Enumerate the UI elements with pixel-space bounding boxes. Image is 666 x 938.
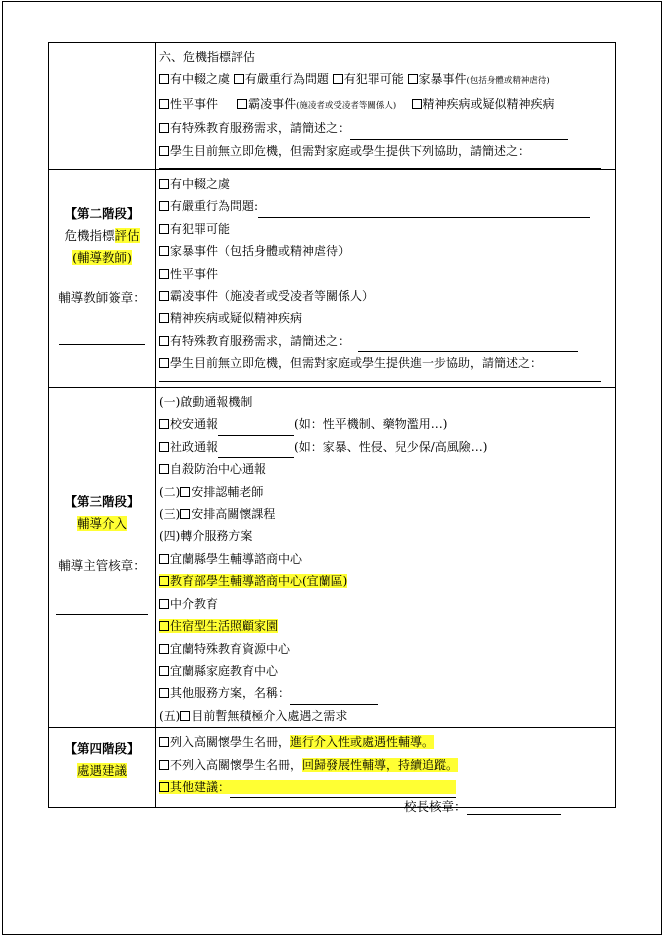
label-developmental-counseling: 回歸發展性輔導，持續追蹤。 — [302, 757, 459, 772]
label-sub3-number: (三) — [159, 507, 181, 522]
checkbox-s2-no-crisis[interactable] — [159, 358, 169, 368]
other-service-name-field[interactable] — [290, 690, 378, 705]
stage2-role — [49, 248, 155, 266]
stage2-item — [159, 307, 615, 329]
stage2-title: 【第二階段】 — [64, 206, 140, 222]
checkbox-special-ed-center[interactable] — [159, 644, 169, 654]
stage4-item — [159, 731, 615, 753]
note-bullying: (施凌者或受凌者等關係人) — [296, 100, 397, 111]
stage2-item — [159, 173, 615, 195]
label-intervention-counseling: 進行介入性或處遇性輔導。 — [290, 735, 435, 750]
checkbox-other-suggestion[interactable] — [159, 782, 169, 792]
checkbox-s2-behavior[interactable] — [159, 201, 169, 211]
label-no-intervention: 目前暫無積極介入處遇之需求 — [191, 708, 348, 723]
stage2-row — [49, 170, 616, 388]
checkbox-campus-report[interactable] — [159, 419, 169, 429]
section6-title: 六、危機指標評估 — [159, 50, 256, 64]
section6-content — [156, 43, 616, 170]
special-education-field[interactable] — [350, 125, 568, 140]
label-s2-dropout: 有中輟之虞 — [170, 177, 231, 192]
label-s2-mental: 精神疾病或疑似精神疾病 — [170, 311, 303, 326]
label-bullying: 霸凌事件 — [248, 96, 297, 111]
stage3-item: (四)轉介服務方案 — [159, 529, 253, 544]
label-other-service: 其他服務方案，名稱： — [170, 686, 291, 701]
stage2-item — [159, 263, 615, 285]
label-assign-mentor: 安排認輔老師 — [191, 484, 264, 499]
label-dropout-risk: 有中輟之虞 — [170, 72, 231, 87]
checkbox-s2-mental[interactable] — [159, 313, 169, 323]
stage2-item — [159, 330, 615, 352]
label-campus-report: 校安通報 — [170, 417, 219, 432]
section6-line3 — [159, 117, 615, 139]
label-s2-behavior: 有嚴重行為問題: — [170, 199, 259, 214]
checkbox-special-education[interactable] — [159, 123, 169, 133]
stage2-subtitle-a: 危機指標 — [64, 228, 115, 244]
principal-label: 校長核章： — [404, 799, 467, 814]
checkbox-other-service[interactable] — [159, 688, 169, 698]
label-severe-behavior: 有嚴重行為問題 — [244, 72, 329, 87]
stage2-item — [159, 240, 615, 262]
stage3-item — [159, 436, 615, 458]
stage3-item — [159, 413, 615, 435]
stage2-content — [156, 170, 616, 388]
principal-sign-line[interactable] — [467, 802, 561, 815]
stage3-item — [159, 615, 615, 637]
stage4-item — [159, 754, 615, 776]
section6-row — [49, 43, 616, 170]
note-domestic-violence: (包括身體或精神虐待) — [466, 76, 550, 87]
stage3-title: 【第三階段】 — [64, 494, 140, 510]
stage4-content — [156, 728, 616, 808]
checkbox-s2-domestic[interactable] — [159, 246, 169, 256]
stage4-title: 【第四階段】 — [64, 741, 140, 757]
checkbox-no-intervention[interactable] — [180, 711, 190, 721]
checkbox-crime-possible[interactable] — [333, 74, 343, 84]
note-social-report: (如：家暴、性侵、兒少保/高風險…) — [294, 439, 488, 454]
s2-behavior-field[interactable] — [258, 203, 590, 218]
label-suicide-prevention: 自殺防治中心通報 — [170, 462, 267, 477]
label-yilan-counseling-center: 宜蘭縣學生輔導諮商中心 — [170, 551, 303, 566]
stage3-subtitle: 輔導介入 — [76, 516, 127, 532]
stage4-subtitle-wrap — [49, 761, 155, 779]
stage2-item — [159, 195, 615, 217]
label-gender-equity: 性平事件 — [170, 96, 219, 111]
label-sub5-number: (五) — [159, 708, 181, 723]
checkbox-moe-counseling-center[interactable] — [159, 576, 169, 586]
checkbox-dropout-risk[interactable] — [159, 74, 169, 84]
label-crime-possible: 有犯罪可能 — [343, 72, 404, 87]
checkbox-suicide-prevention[interactable] — [159, 464, 169, 474]
label-mental-illness: 精神疾病或疑似精神疾病 — [422, 96, 555, 111]
label-high-care-course: 安排高關懷課程 — [191, 507, 276, 522]
label-domestic-violence: 家暴事件 — [418, 72, 467, 87]
highlight-residential-home — [159, 619, 278, 633]
stage3-subtitle-wrap — [49, 514, 155, 532]
checkbox-gender-equity[interactable] — [159, 99, 169, 109]
checkbox-s2-special-ed[interactable] — [159, 336, 169, 346]
stage3-sign-line[interactable] — [49, 614, 155, 615]
stage2-item — [159, 352, 615, 374]
stage2-item — [159, 285, 615, 307]
checkbox-yilan-counseling-center[interactable] — [159, 554, 169, 564]
stage3-item — [159, 503, 615, 525]
stage2-left-cell — [49, 170, 156, 388]
stage3-item — [159, 570, 615, 592]
stage3-left-cell — [49, 388, 156, 728]
stage2-sign-label: 輔導教師簽章： — [58, 290, 146, 306]
stage2-subtitle-b: 評估 — [114, 228, 140, 244]
checkbox-social-report[interactable] — [159, 442, 169, 452]
label-social-report: 社政通報 — [170, 439, 219, 454]
s2-special-ed-field[interactable] — [358, 337, 578, 352]
label-not-list-high-care: 不列入高關懷學生名冊， — [170, 757, 303, 772]
stage3-item — [159, 548, 615, 570]
checkbox-s2-crime[interactable] — [159, 224, 169, 234]
section6-line4 — [159, 140, 615, 162]
checkbox-not-list-high-care[interactable] — [159, 760, 169, 770]
checkbox-assign-mentor[interactable] — [180, 487, 190, 497]
stage3-item — [159, 660, 615, 682]
section6-left-cell — [49, 43, 156, 170]
checkbox-severe-behavior[interactable] — [234, 74, 244, 84]
label-s2-special-ed: 有特殊教育服務需求，請簡述之： — [170, 333, 351, 348]
stage2-subtitle — [49, 226, 155, 244]
label-special-education: 有特殊教育服務需求，請簡述之： — [170, 121, 351, 136]
label-no-immediate-crisis: 學生目前無立即危機，但需對家庭或學生提供下列協助，請簡述之： — [170, 143, 531, 158]
stage2-sign-line[interactable] — [49, 344, 155, 345]
highlight-other-suggestion — [159, 780, 456, 794]
stage3-item — [159, 638, 615, 660]
checkbox-list-high-care[interactable] — [159, 737, 169, 747]
label-other-suggestion: 其他建議： — [170, 779, 231, 794]
section6-line2 — [159, 93, 615, 117]
checkbox-domestic-violence[interactable] — [408, 74, 418, 84]
stage3-row — [49, 388, 616, 728]
checkbox-high-care-course[interactable] — [180, 509, 190, 519]
stage2-role-text: (輔導教師) — [72, 250, 132, 266]
stage3-content — [156, 388, 616, 728]
stage3-item — [159, 481, 615, 503]
stage3-item — [159, 593, 615, 615]
stage4-row — [49, 728, 616, 808]
label-sub2-number: (二) — [159, 484, 181, 499]
checkbox-s2-gender[interactable] — [159, 269, 169, 279]
stage2-item — [159, 218, 615, 240]
checkbox-mental-illness[interactable] — [412, 99, 422, 109]
stage3-item — [159, 682, 615, 704]
label-special-ed-center: 宜蘭特殊教育資源中心 — [170, 641, 291, 656]
checkbox-no-immediate-crisis[interactable] — [159, 146, 169, 156]
checkbox-intermediate-education[interactable] — [159, 599, 169, 609]
campus-report-field[interactable] — [218, 421, 294, 436]
label-residential-home: 住宿型生活照顧家園 — [170, 619, 279, 634]
label-list-high-care: 列入高關懷學生名冊， — [170, 735, 291, 750]
section6-line1 — [159, 68, 615, 92]
stage3-sign-label: 輔導主管核章： — [58, 558, 146, 574]
principal-signature — [404, 797, 561, 815]
checkbox-s2-bullying[interactable] — [159, 291, 169, 301]
stage4-subtitle: 處遇建議 — [76, 763, 127, 779]
label-s2-no-crisis: 學生目前無立即危機，但需對家庭或學生提供進一步協助，請簡述之： — [170, 356, 543, 371]
stage3-item: (一)啟動通報機制 — [159, 395, 253, 410]
social-report-field[interactable] — [218, 443, 294, 458]
stage3-item — [159, 705, 615, 727]
checkbox-family-education-center[interactable] — [159, 666, 169, 676]
label-s2-domestic: 家暴事件（包括身體或精神虐待） — [170, 244, 351, 259]
label-intermediate-education: 中介教育 — [170, 596, 219, 611]
label-family-education-center: 宜蘭縣家庭教育中心 — [170, 663, 279, 678]
assessment-form-table — [48, 42, 616, 808]
label-s2-gender: 性平事件 — [170, 266, 219, 281]
checkbox-bullying[interactable] — [237, 99, 247, 109]
note-campus-report: (如：性平機制、藥物濫用…) — [294, 417, 448, 432]
stage4-left-cell — [49, 728, 156, 808]
checkbox-residential-home[interactable] — [159, 621, 169, 631]
checkbox-s2-dropout[interactable] — [159, 179, 169, 189]
stage3-item — [159, 458, 615, 480]
label-s2-crime: 有犯罪可能 — [170, 221, 231, 236]
s2-assist-field[interactable] — [159, 381, 601, 382]
label-s2-bullying: 霸凌事件（施凌者或受凌者等關係人） — [170, 289, 375, 304]
highlight-moe-center — [159, 574, 347, 588]
label-moe-counseling-center: 教育部學生輔導諮商中心(宜蘭區) — [170, 574, 348, 589]
stage4-item — [159, 776, 615, 798]
